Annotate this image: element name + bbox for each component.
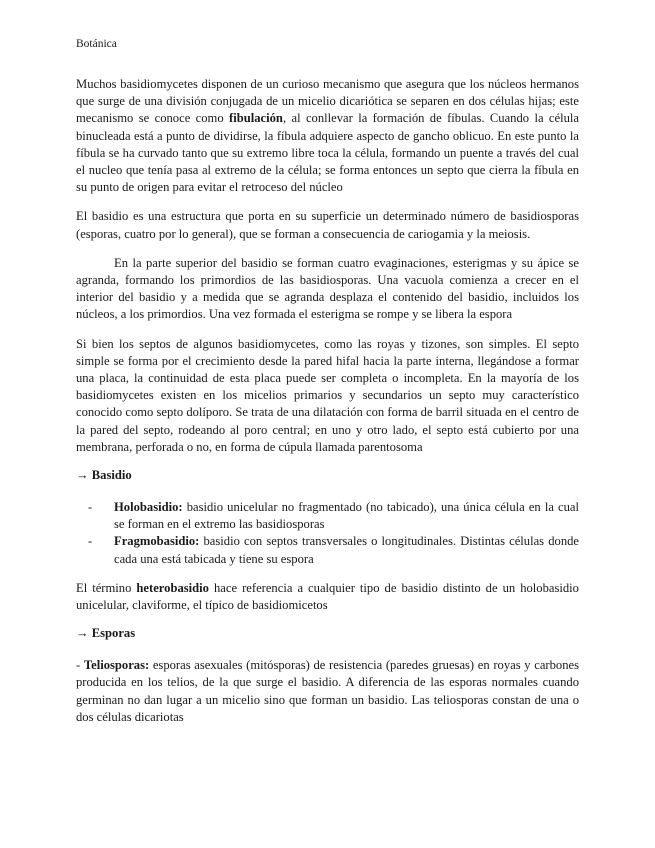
paragraph-fibulacion bbox=[76, 76, 579, 196]
term-fragmobasidio: Fragmobasidio: bbox=[114, 534, 200, 549]
term-holobasidio: Holobasidio: bbox=[114, 500, 183, 515]
paragraph-heterobasidio bbox=[76, 580, 579, 614]
holobasidio-definition: basidio unicelular no fragmentado (no tabicado), una única célula en la cual se forman en el extremo las basidiosporas bbox=[114, 500, 579, 532]
paragraph-basidio: El basidio es una estructura que porta en su superficie un determinado número de basidiosporas (esporas, cuatro por lo general), que se forman a consecuencia de cariogamia y la meiosis. bbox=[76, 209, 579, 241]
fragmobasidio-definition: basidio con septos transversales o longitudinales. Distintas células donde cada una está tabicada y tiene su espora bbox=[114, 534, 579, 566]
p1-text-start: Muchos basidiomycetes disponen de un curioso mecanismo que asegura que los núcleos hermanos que surge de una división conjugada de un micelio dicariótica se separen en dos células hijas; este mecanismo se conoce como bbox=[76, 77, 579, 126]
p5-text-start: El término bbox=[76, 580, 137, 595]
term-teliosporas: Teliosporas: bbox=[83, 658, 150, 673]
list-item-fragmobasidio bbox=[76, 533, 579, 567]
list-item-holobasidio bbox=[76, 499, 579, 533]
heading-basidio: → Basidio bbox=[76, 468, 132, 483]
heading-esporas: → Esporas bbox=[76, 626, 136, 641]
list-bullet: - bbox=[88, 534, 93, 549]
teliosporas-definition: esporas asexuales (mitósporas) de resistencia (paredes gruesas) en royas y carbones producida en los telios, de la que surge el basidio. A diferencia de las esporas normales cuando germinan no dan lugar a un micelio sino que forman un basidio. Las teliosporas constan de una o dos células dicariotas bbox=[76, 658, 579, 724]
term-fibulacion: fibulación bbox=[229, 111, 283, 126]
list-bullet: - bbox=[88, 500, 93, 515]
p5-text-end: hace referencia a cualquier tipo de basidio distinto de un holobasidio unicelular, claviforme, el típico de basidiomicetos bbox=[76, 580, 579, 613]
paragraph-septos: Si bien los septos de algunos basidiomycetes, como las royas y tizones, son simples. El septo simple se forma por el crecimiento desde la pared hifal hacia la parte interna, llegándose a formar una placa, la continuidad de esta placa puede ser completa o incompleta. En la mayoría de los basidiomycetes existen en los micelios primarios y secundarios un septo muy característico conocido como septo dolíporo. Se trata de una dilatación con forma de barril situada en el centro de la pared del septo, rodeando al poro central; en uno y otro lado, el septo está cubierto por una membrana, perforada o no, en forma de cúpula llamada parentosoma bbox=[76, 336, 579, 454]
page-header: Botánica bbox=[76, 38, 117, 50]
basidio-types-list bbox=[76, 499, 579, 568]
p1-text-end: , al conllevar la formación de fíbulas. Cuando la célula binucleada está a punto de dividirse, la fíbula adquiere aspecto de gancho oblicuo. En este punto la fíbula se ha curvado tanto que su extremo libre toca la célula, formando un puente a través del cual el nucleo que tenía pasa al extremo de la célula; se forma entonces un septo que cierra la fíbula en su punto de origen para evitar el retroceso del núcleo bbox=[76, 111, 579, 195]
paragraph-esterigmas: En la parte superior del basidio se forman cuatro evaginaciones, esterigmas y su ápice se agranda, formando los primordios de las basidiosporas. Una vacuola comienza a crecer en el interior del basidio y a medida que se agranda desplaza el contenido del basidio, incluidos los núcleos, a los primordios. Una vez formada el esterigma se rompe y se libera la espora bbox=[76, 255, 579, 322]
paragraph-teliosporas bbox=[76, 657, 579, 726]
term-heterobasidio: heterobasidio bbox=[136, 580, 209, 595]
teliosporas-prefix: - bbox=[76, 658, 84, 673]
